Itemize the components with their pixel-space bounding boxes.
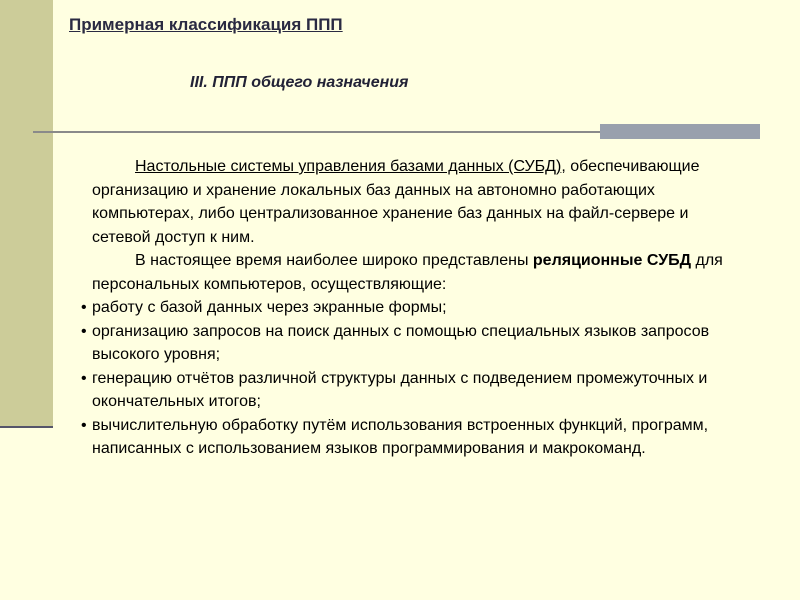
relational-tail-text: для персональных компьютеров, осуществляющие: [92, 252, 723, 293]
list-item-text: организацию запросов на поиск данных с помощью специальных языков запросов высокого уровня; [92, 322, 710, 363]
list-item [81, 296, 744, 320]
list-item-text: вычислительную обработку путём использования встроенных функций, программ, написанных с использованием языков программирования и макрокоманд. [92, 416, 709, 457]
slide-subtitle: III. ППП общего назначения [190, 74, 409, 91]
list-item-text: работу с базой данных через экранные формы; [92, 299, 447, 316]
dbms-definition-text: , обеспечивающие организацию и хранение локальных баз данных на автономно работающих компьютерах, либо централизованное хранение баз данных на файл-сервере и сетевой доступ к ним. [92, 158, 700, 246]
slide-body [81, 155, 744, 461]
bullet-icon: • [81, 322, 87, 340]
relational-dbms-term: реляционные СУБД [532, 252, 692, 269]
relational-intro-text: В настоящее время наиболее широко представлены [135, 252, 533, 269]
slide-title: Примерная классификация ППП [69, 15, 343, 34]
left-decorative-bar [0, 0, 53, 428]
list-item-text: генерацию отчётов различной структуры данных с подведением промежуточных и окончательных итогов; [92, 369, 708, 410]
list-item [81, 367, 744, 414]
dbms-term: Настольные системы управления базами данных (СУБД) [135, 158, 562, 175]
bullet-icon: • [81, 369, 87, 387]
list-item [81, 320, 744, 367]
paragraph-relational-dbms [92, 249, 744, 296]
bullet-icon: • [81, 416, 87, 434]
paragraph-dbms-definition [92, 155, 744, 249]
feature-list [81, 296, 744, 461]
bullet-icon: • [81, 299, 87, 316]
divider-line [33, 131, 600, 133]
left-bar-bottom-edge [0, 426, 53, 428]
list-item [81, 414, 744, 461]
divider-accent-block [600, 124, 760, 139]
